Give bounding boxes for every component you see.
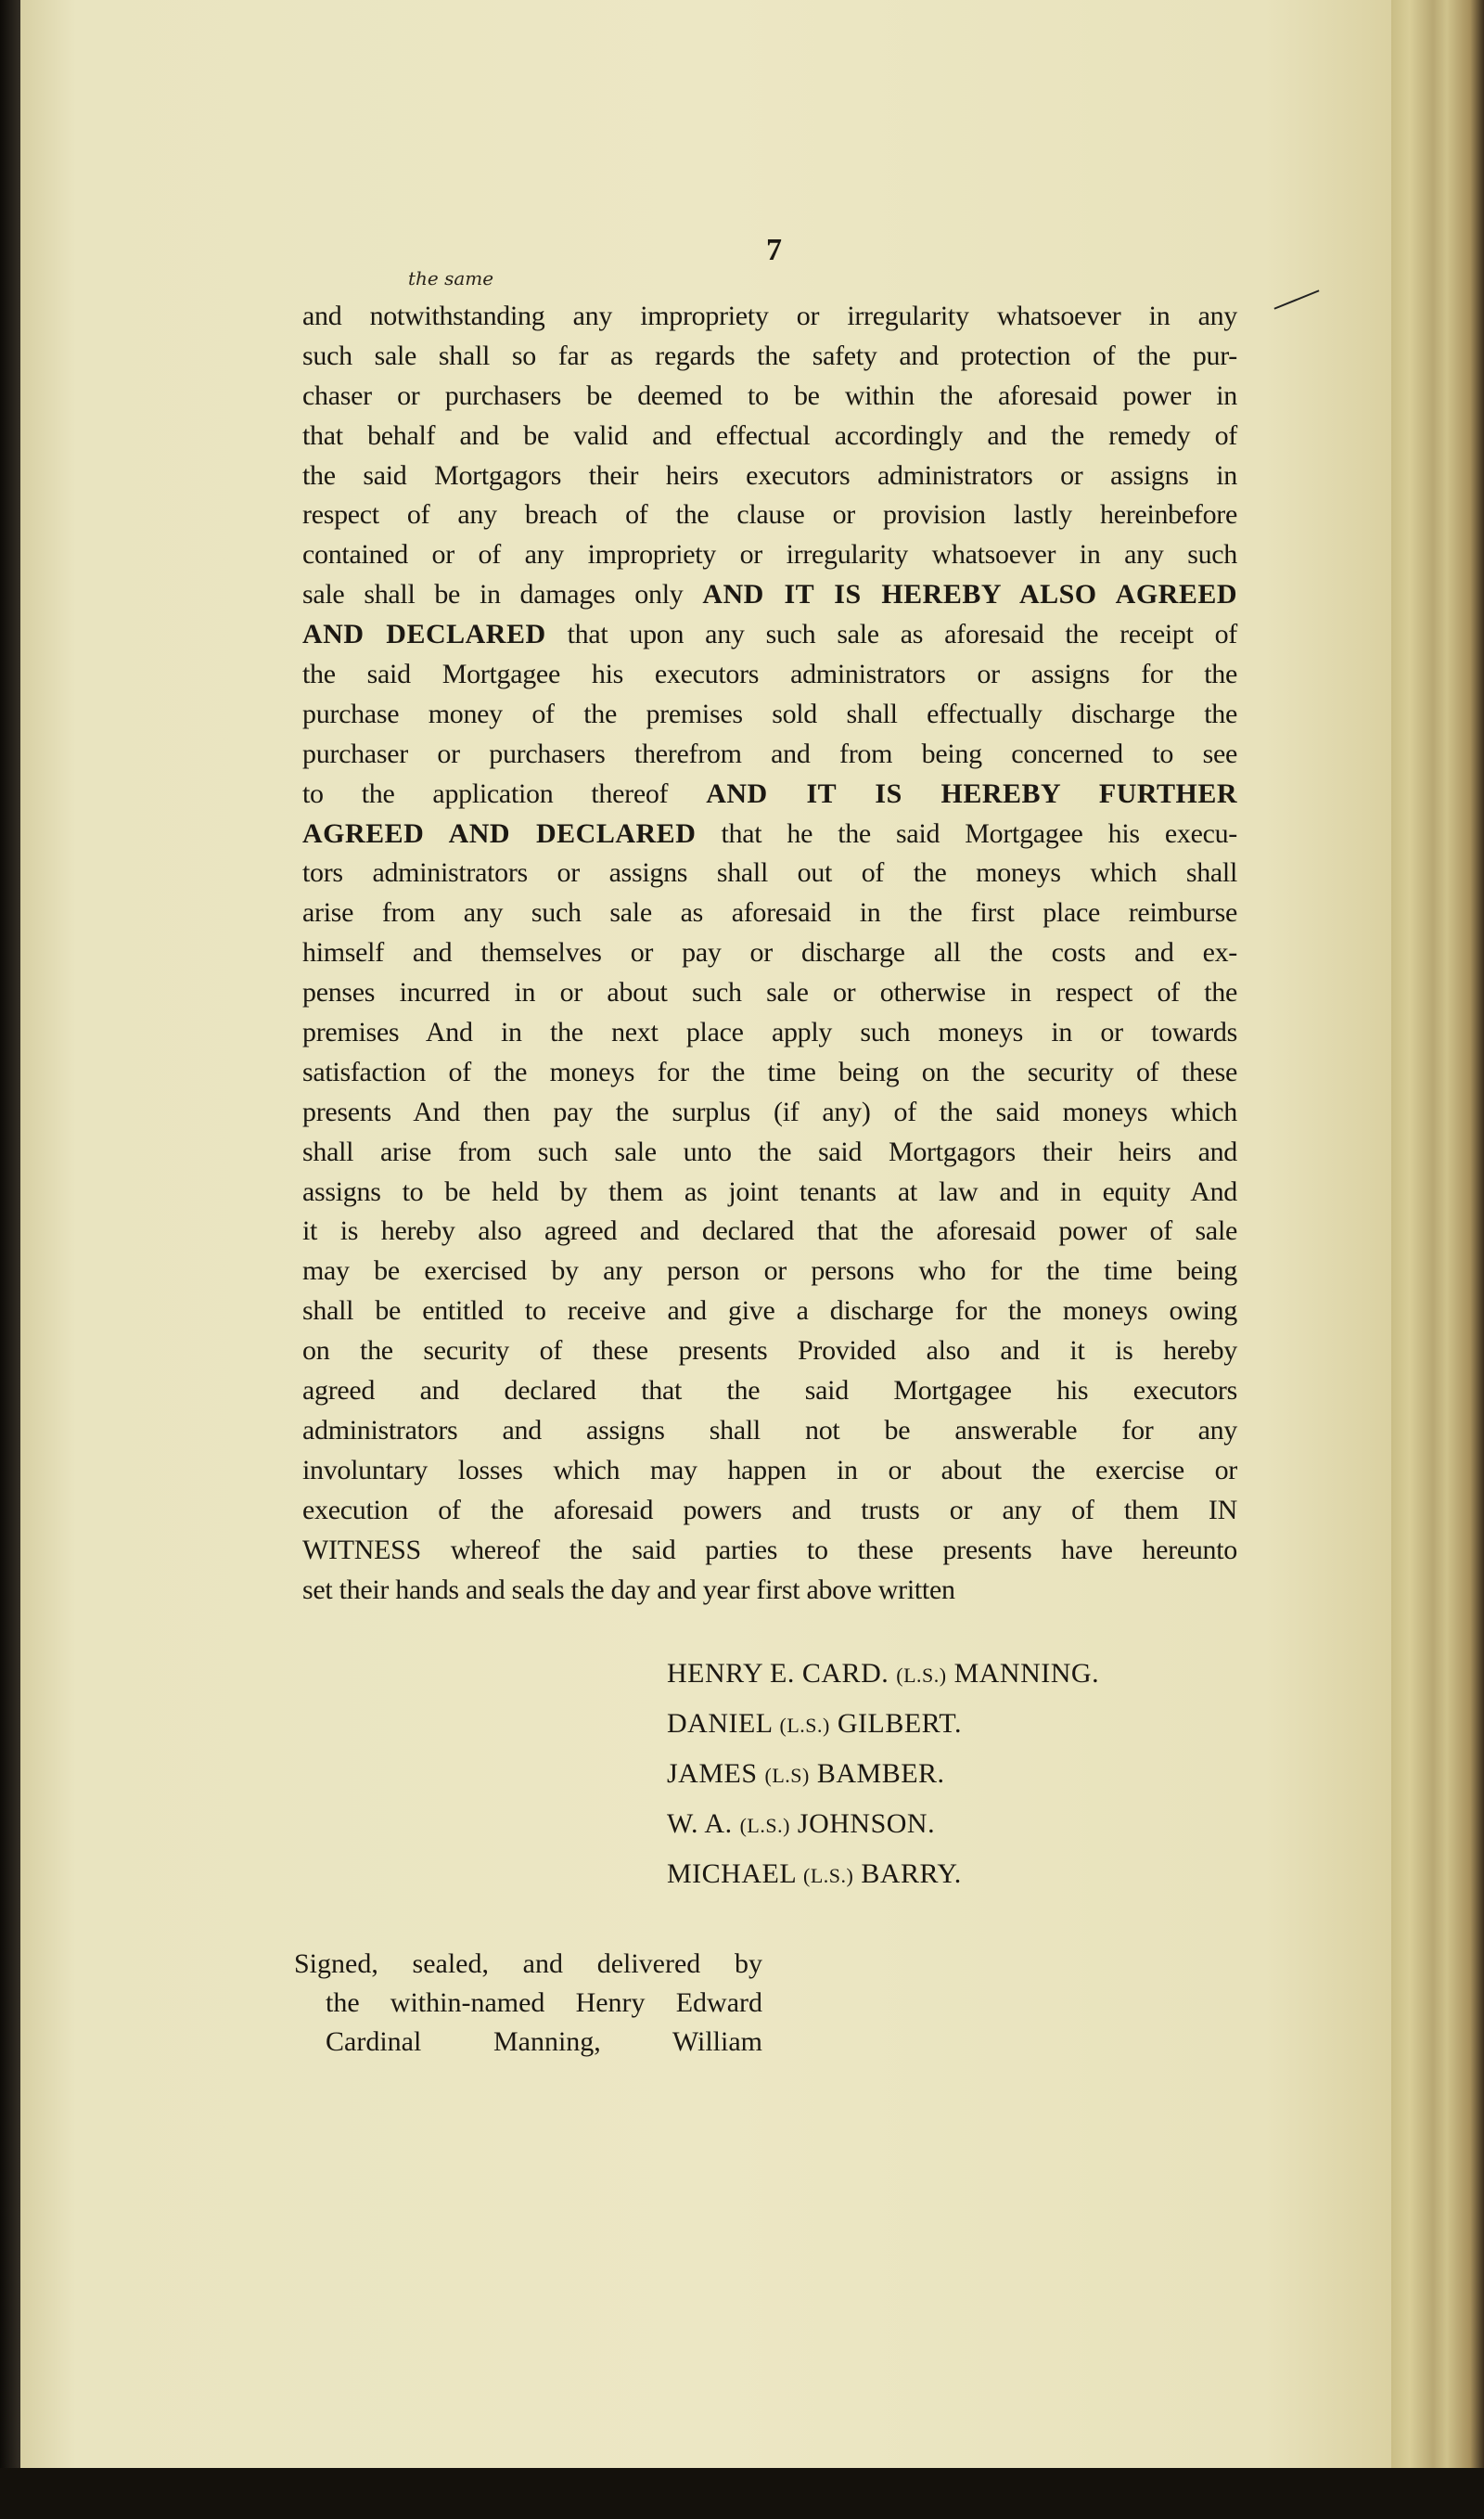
text-line — [302, 1133, 1237, 1173]
signature-line — [667, 1650, 1099, 1700]
text-segment: shall be entitled to receive and give a discharge for the moneys owing — [302, 1295, 1237, 1327]
emphasized-phrase: AND IT IS HEREBY ALSO AGREED — [702, 579, 1238, 610]
attestation-clause — [294, 1945, 762, 2062]
text-line — [302, 1013, 1237, 1053]
text-segment: and notwithstanding any impropriety or irregularity whatsoever in any — [302, 301, 1237, 331]
text-segment: sale shall be in damages only — [302, 579, 703, 610]
text-segment: respect of any breach of the clause or provision lastly hereinbefore — [302, 499, 1237, 531]
signature-line — [667, 1700, 1099, 1750]
text-segment: the said Mortgagee his executors administrators or assigns for the — [302, 659, 1237, 690]
attestation-line: the within-named Henry Edward — [326, 1987, 762, 2018]
attestation-line: Cardinal Manning, William — [326, 2026, 762, 2057]
signatory-surname: BAMBER. — [816, 1758, 945, 1789]
text-segment: satisfaction of the moneys for the time being on the security of these — [302, 1056, 1237, 1087]
emphasized-phrase: AGREED AND DECLARED — [302, 817, 697, 849]
signatory-surname: BARRY. — [861, 1858, 962, 1889]
text-line — [302, 775, 1237, 815]
text-segment: assigns to be held by them as joint tenants at law and in equity And — [302, 1176, 1237, 1207]
text-segment: that upon any such sale as aforesaid the receipt of — [545, 619, 1237, 650]
text-line — [302, 1491, 1237, 1531]
signature-line — [667, 1850, 1099, 1900]
text-segment: set their hands and seals the day and year first above written — [302, 1574, 955, 1605]
text-line — [302, 1411, 1237, 1451]
text-line — [302, 695, 1237, 735]
text-segment: arise from any such sale as aforesaid in the first place reimburse — [302, 897, 1237, 929]
text-line — [302, 535, 1237, 575]
text-segment: presents And then pay the surplus (if any) of the said moneys which — [302, 1096, 1237, 1127]
text-segment: purchase money of the premises sold shall effectually discharge the — [302, 698, 1237, 729]
text-line — [302, 815, 1237, 855]
text-segment: it is hereby also agreed and declared that the aforesaid power of sale — [302, 1215, 1237, 1247]
scan-background — [0, 2468, 1484, 2519]
text-line — [302, 1093, 1237, 1133]
text-line — [302, 456, 1237, 496]
seal-mark: (L.S.) — [739, 1814, 790, 1837]
handwritten-annotation: the same — [408, 267, 494, 289]
signatory-surname: GILBERT. — [837, 1708, 962, 1739]
text-line — [302, 1292, 1237, 1331]
text-line — [302, 1173, 1237, 1213]
signatory-name: W. A. — [667, 1808, 733, 1839]
text-segment: shall arise from such sale unto the said Mortgagors their heirs and — [302, 1136, 1237, 1167]
emphasized-phrase: AND DECLARED — [302, 619, 546, 650]
signatory-surname: JOHNSON. — [797, 1808, 936, 1839]
text-segment: administrators and assigns shall not be answerable for any — [302, 1414, 1237, 1446]
text-line — [302, 973, 1237, 1013]
text-line — [302, 615, 1237, 655]
text-line — [302, 854, 1237, 893]
deed-body-text — [302, 297, 1237, 1610]
text-line — [302, 933, 1237, 973]
text-line — [302, 1331, 1237, 1371]
signatory-name: MICHAEL — [667, 1858, 797, 1889]
text-line — [302, 735, 1237, 775]
text-line — [302, 337, 1237, 377]
text-line — [302, 495, 1237, 535]
text-line — [302, 1053, 1237, 1093]
text-line — [302, 1451, 1237, 1491]
signature-line — [667, 1800, 1099, 1850]
text-segment: purchaser or purchasers therefrom and from being concerned to see — [302, 738, 1237, 769]
text-segment: the said Mortgagors their heirs executors administrators or assigns in — [302, 459, 1237, 491]
text-segment: on the security of these presents Provided also and it is hereby — [302, 1335, 1237, 1367]
signatory-name: DANIEL — [667, 1708, 773, 1739]
text-line — [302, 1531, 1237, 1571]
signatory-name: HENRY E. CARD. — [667, 1658, 889, 1689]
seal-mark: (L.S.) — [896, 1664, 947, 1687]
attestation-line: Signed, sealed, and delivered by — [294, 1948, 762, 1979]
seal-mark: (L.S) — [764, 1764, 810, 1787]
seal-mark: (L.S.) — [803, 1864, 854, 1887]
text-segment: agreed and declared that the said Mortgagee his executors — [302, 1375, 1237, 1407]
text-segment: to the application thereof — [302, 778, 707, 809]
text-line — [302, 417, 1237, 456]
text-segment: that behalf and be valid and effectual accordingly and the remedy of — [302, 419, 1237, 451]
text-line — [302, 377, 1237, 417]
text-segment: penses incurred in or about such sale or otherwise in respect of the — [302, 977, 1237, 1009]
seal-mark: (L.S.) — [779, 1714, 830, 1737]
signature-line — [667, 1750, 1099, 1800]
text-line — [302, 297, 1237, 337]
text-segment: execution of the aforesaid powers and trusts or any of them IN — [302, 1494, 1237, 1525]
text-segment: chaser or purchasers be deemed to be within the aforesaid power in — [302, 379, 1237, 411]
text-segment: himself and themselves or pay or discharge all the costs and ex- — [302, 937, 1237, 969]
text-line — [302, 655, 1237, 695]
signature-block — [667, 1650, 1099, 1900]
text-segment: tors administrators or assigns shall out of the moneys which shall — [302, 857, 1237, 889]
text-line — [302, 1252, 1237, 1292]
signatory-surname: MANNING. — [953, 1658, 1100, 1689]
text-line — [302, 1212, 1237, 1252]
text-line — [302, 1371, 1237, 1411]
emphasized-phrase: AND IT IS HEREBY FURTHER — [706, 778, 1238, 809]
text-segment: may be exercised by any person or persons who for the time being — [302, 1255, 1237, 1287]
text-segment: WITNESS whereof the said parties to these presents have hereunto — [302, 1534, 1237, 1565]
text-segment: premises And in the next place apply such moneys in or towards — [302, 1017, 1237, 1048]
page-number: 7 — [766, 233, 782, 267]
text-segment: contained or of any impropriety or irregularity whatsoever in any such — [302, 539, 1237, 571]
text-segment: such sale shall so far as regards the safety and protection of the pur- — [302, 340, 1237, 371]
text-line — [302, 575, 1237, 615]
text-line — [302, 1571, 1237, 1611]
signatory-name: JAMES — [667, 1758, 758, 1789]
text-segment: that he the said Mortgagee his execu- — [696, 817, 1238, 849]
text-line — [302, 893, 1237, 933]
text-segment: involuntary losses which may happen in or about the exercise or — [302, 1454, 1237, 1485]
page-edges — [1391, 0, 1484, 2496]
